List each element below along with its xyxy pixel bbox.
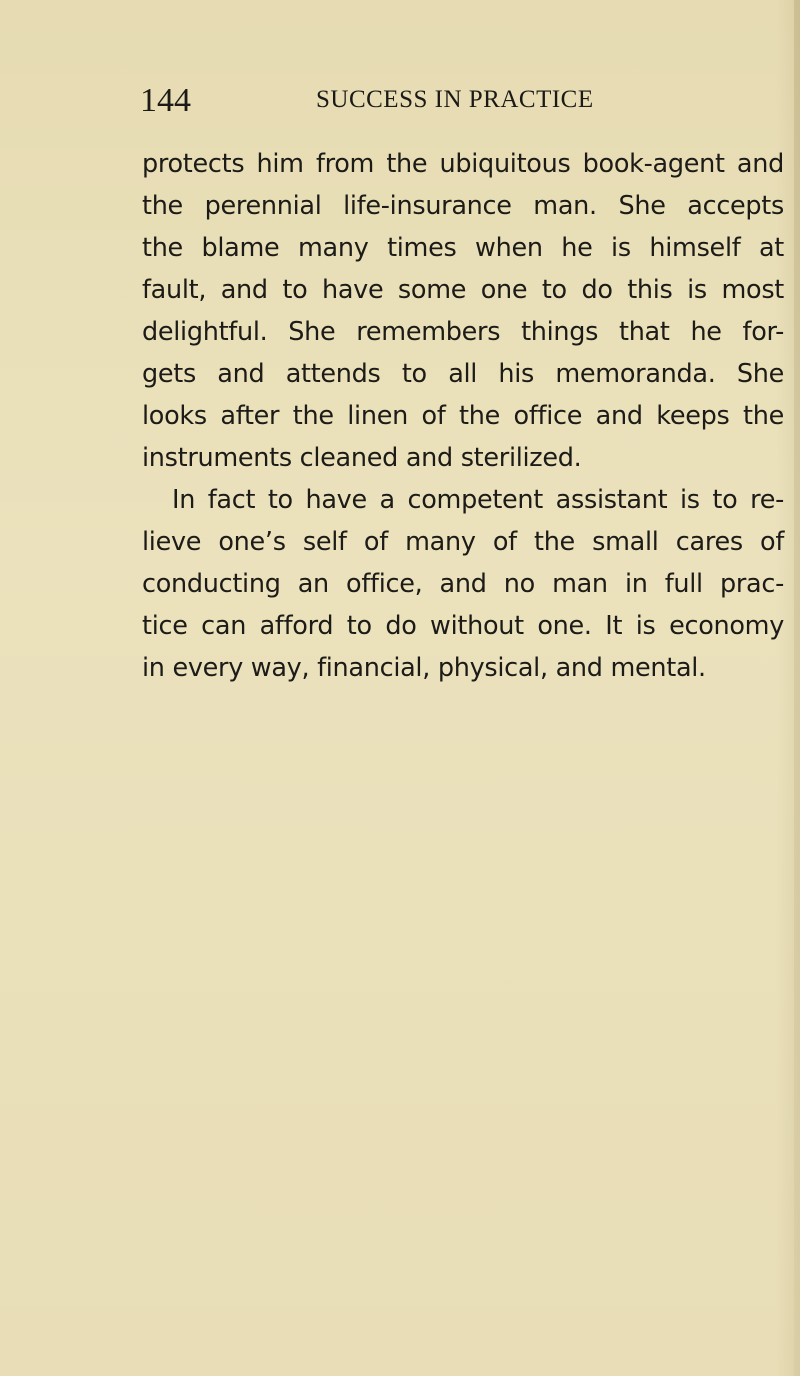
text-line: protects him from the ubiquitous book-agent and: [142, 149, 784, 179]
text-line: lieve one’s self of many of the small cares of: [142, 527, 784, 557]
text-line: In fact to have a competent assistant is to re-: [172, 485, 784, 515]
body-text: [142, 143, 784, 689]
text-line: fault, and to have some one to do this is most: [142, 275, 784, 305]
text-line: the perennial life-insurance man. She accepts: [142, 191, 784, 221]
text-line: looks after the linen of the office and keeps the: [142, 401, 784, 431]
text-line: instruments cleaned and sterilized.: [142, 443, 582, 473]
page-edge-shadow: [794, 0, 800, 1376]
text-line: delightful. She remembers things that he for-: [142, 317, 784, 347]
page-number: 144: [140, 82, 191, 119]
text-line: the blame many times when he is himself at: [142, 233, 784, 263]
text-line: tice can afford to do without one. It is economy: [142, 611, 784, 641]
text-line: gets and attends to all his memoranda. She: [142, 359, 784, 389]
text-line: in every way, financial, physical, and mental.: [142, 653, 706, 683]
text-line: conducting an office, and no man in full prac-: [142, 569, 784, 599]
running-title: SUCCESS IN PRACTICE: [316, 86, 594, 113]
